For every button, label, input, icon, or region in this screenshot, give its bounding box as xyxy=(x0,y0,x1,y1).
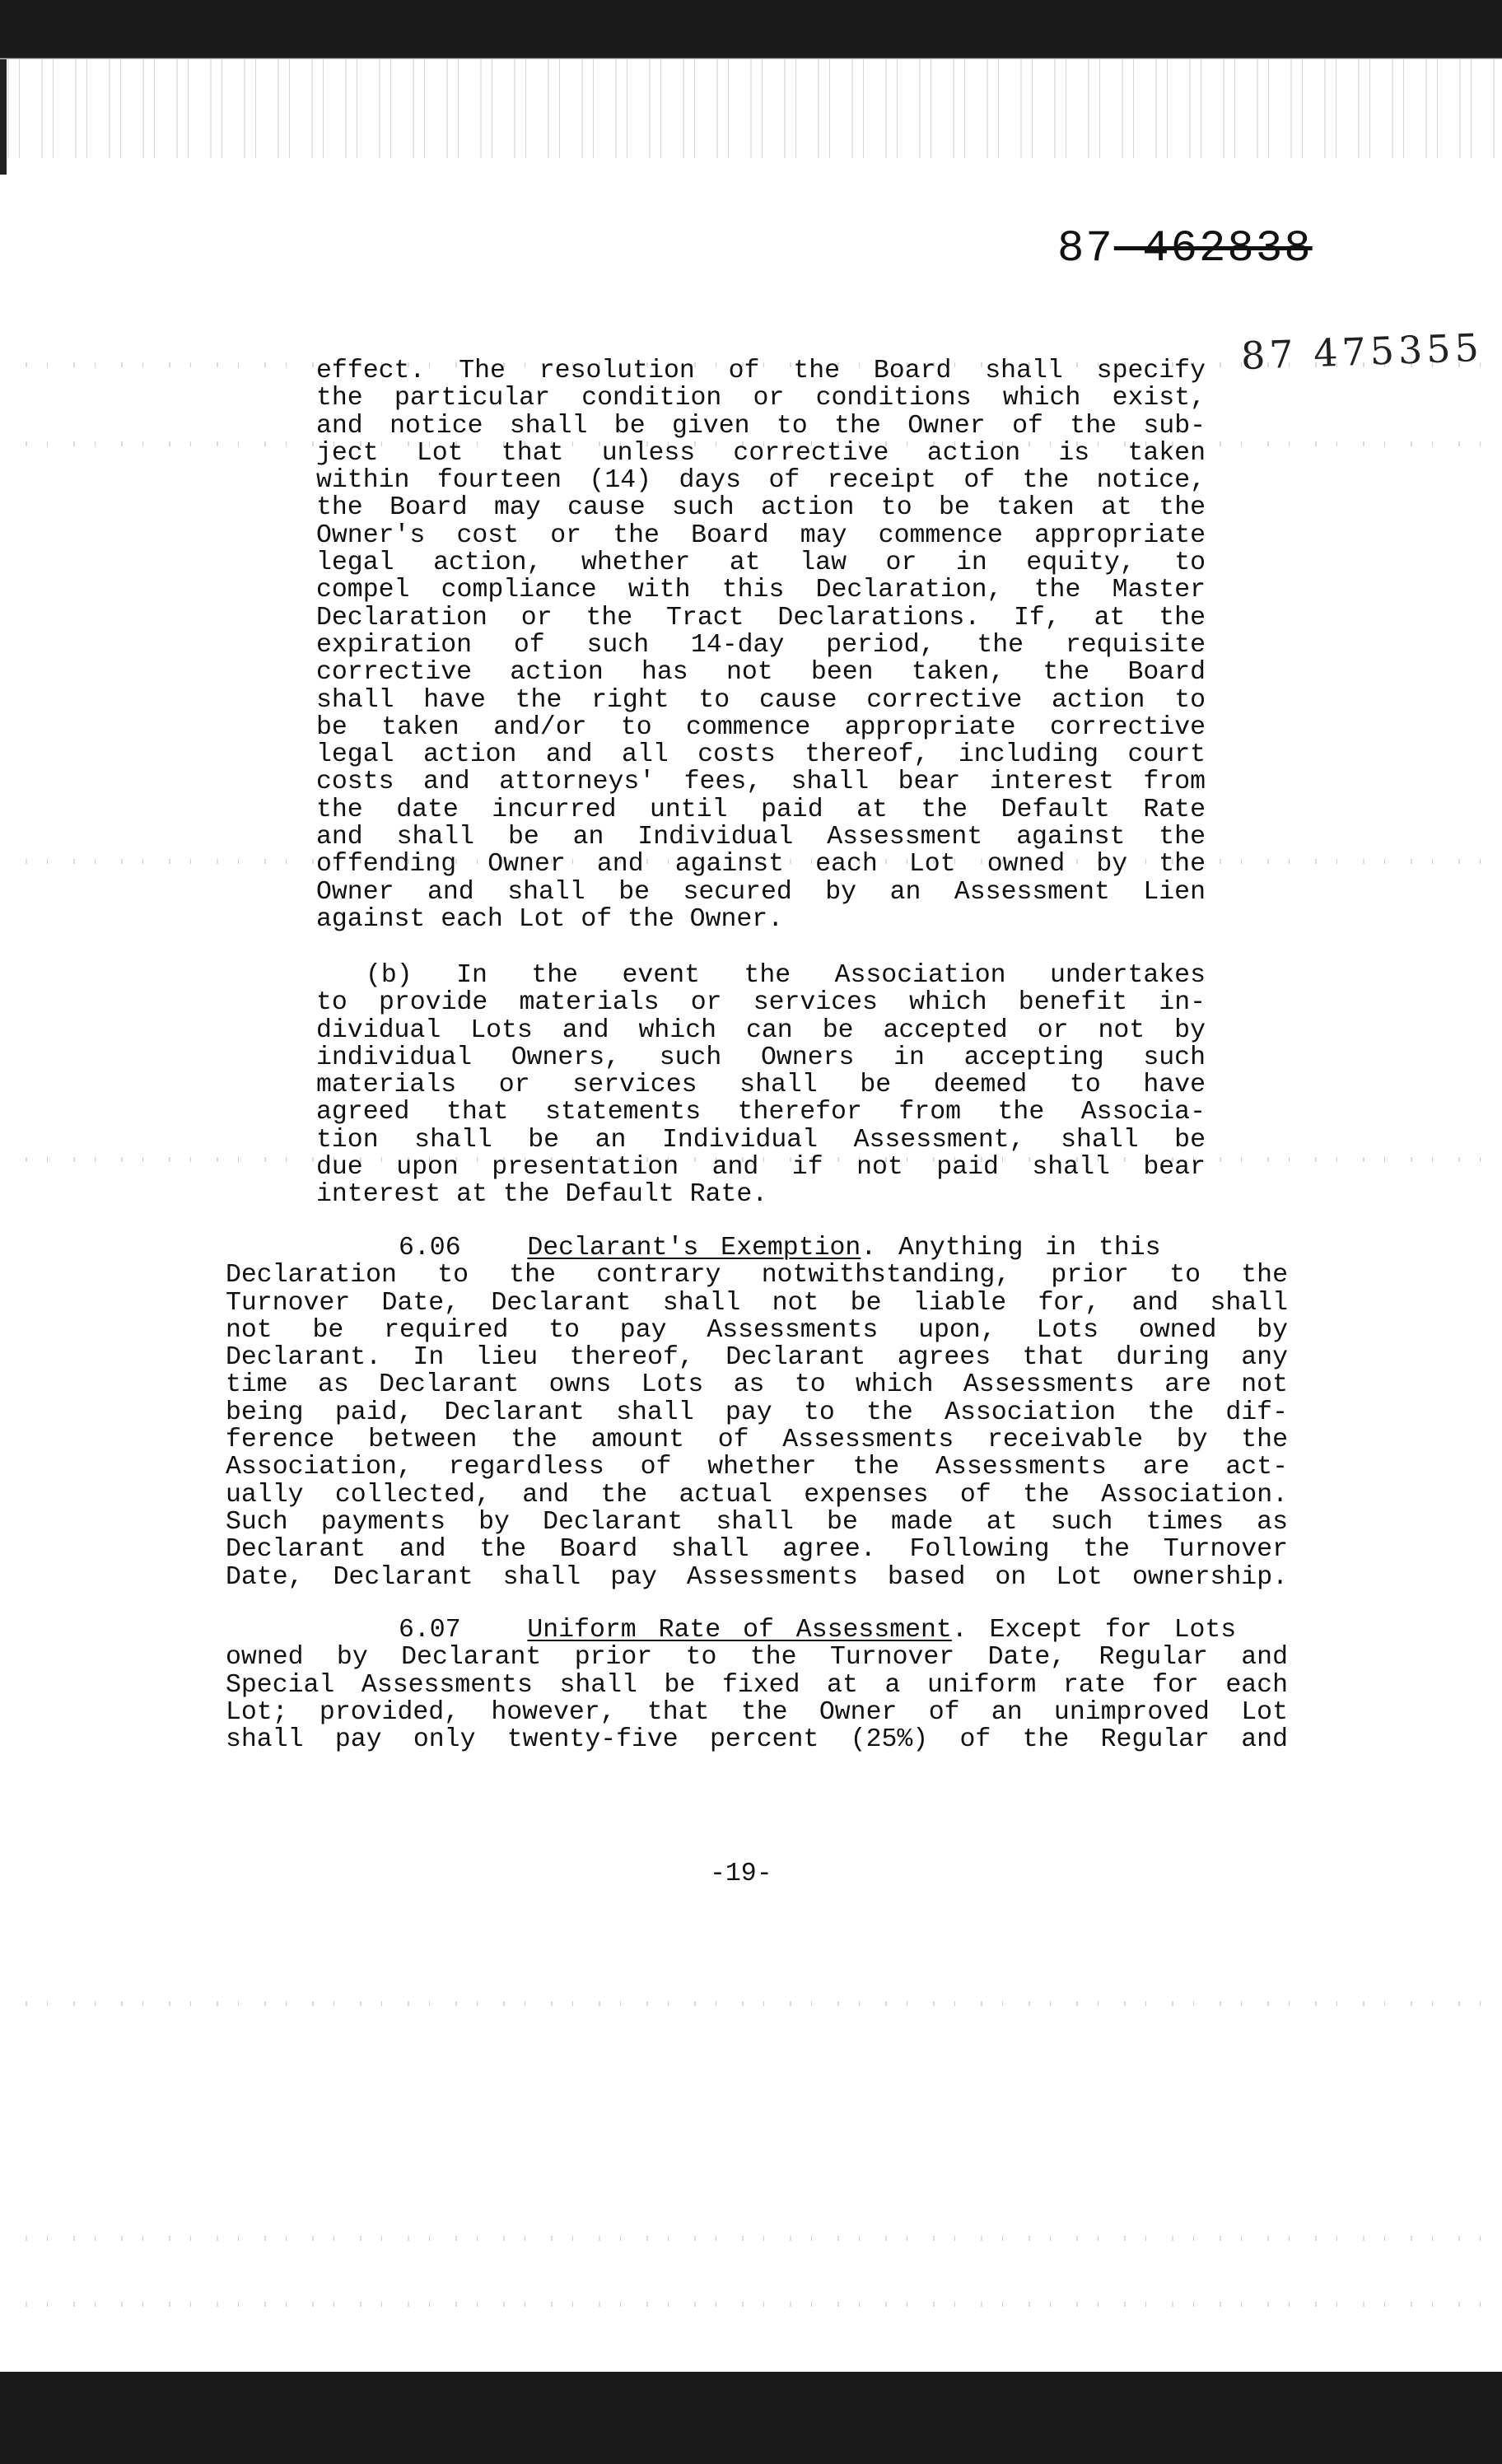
scan-noise-row xyxy=(0,2302,1502,2307)
text-line: offending Owner and against each Lot owned by the xyxy=(316,851,1206,879)
text-line: to provide materials or services which benefit in- xyxy=(316,989,1206,1017)
scan-noise-row xyxy=(0,2001,1502,2006)
text-line: the particular condition or conditions which exist, xyxy=(316,385,1206,413)
text-line: shall pay only twenty-five percent (25%) of the Regular and xyxy=(226,1726,1288,1754)
recording-stamp-number: 87 475355 xyxy=(1240,324,1484,379)
text-line: ject Lot that unless corrective action is taken xyxy=(316,439,1206,468)
text-line: and shall be an Individual Assessment against the xyxy=(316,824,1206,852)
text-line: Date, Declarant shall pay Assessments based on Lot ownership. xyxy=(226,1563,1288,1591)
text-line: Turnover Date, Declarant shall not be liable for, and shall xyxy=(226,1289,1288,1317)
text-line: compel compliance with this Declaration, the Master xyxy=(316,576,1206,604)
text-line: Owner's cost or the Board may commence appropriate xyxy=(316,521,1206,550)
effect-clause-paragraph xyxy=(316,357,1206,933)
text-line: Lot; provided, however, that the Owner of an unimproved Lot xyxy=(226,1698,1288,1727)
text-line: Owner and shall be secured by an Assessment Lien xyxy=(316,878,1206,906)
text-line: Declaration to the contrary notwithstanding, prior to the xyxy=(226,1262,1288,1290)
text-line: the date incurred until paid at the Default Rate xyxy=(316,796,1206,824)
scan-top-edge xyxy=(0,0,1502,165)
text-line: shall have the right to cause corrective action to xyxy=(316,686,1206,714)
text-line: legal action and all costs thereof, including court xyxy=(316,741,1206,769)
section-first-line-text: . Except for Lots xyxy=(951,1617,1237,1645)
text-line: dividual Lots and which can be accepted or not by xyxy=(316,1016,1206,1044)
page-number: -19- xyxy=(710,1860,772,1888)
section-heading: Declarant's Exemption xyxy=(527,1234,861,1262)
scan-left-margin-mark xyxy=(0,59,7,175)
text-line: agreed that statements therefor from the Associa- xyxy=(316,1099,1206,1127)
text-line: costs and attorneys' fees, shall bear interest from xyxy=(316,768,1206,796)
section-number: 6.06 xyxy=(399,1234,461,1262)
section-6-06-paragraph xyxy=(226,1234,1288,1591)
text-line: not be required to pay Assessments upon, Lots owned by xyxy=(226,1316,1288,1345)
text-line: individual Owners, such Owners in accepting such xyxy=(316,1043,1206,1072)
text-line: (b) In the event the Association undertakes xyxy=(366,962,1206,990)
text-line: ference between the amount of Assessments receivable by the xyxy=(226,1426,1288,1454)
text-line: being paid, Declarant shall pay to the Association the dif- xyxy=(226,1398,1288,1427)
text-line: Association, regardless of whether the Assessments are act- xyxy=(226,1454,1288,1482)
text-line: Declarant. In lieu thereof, Declarant agrees that during any xyxy=(226,1344,1288,1372)
text-line: Special Assessments shall be fixed at a uniform rate for each xyxy=(226,1671,1288,1699)
text-line: interest at the Default Rate. xyxy=(316,1181,768,1209)
text-line: corrective action has not been taken, the Board xyxy=(316,659,1206,687)
struck-document-number xyxy=(1057,224,1313,274)
section-first-line-text: . Anything in this xyxy=(861,1234,1161,1262)
text-line: Declarant and the Board shall agree. Following the Turnover xyxy=(226,1536,1288,1564)
text-line: expiration of such 14-day period, the requisite xyxy=(316,631,1206,660)
text-line: effect. The resolution of the Board shall specify xyxy=(316,357,1206,385)
text-line xyxy=(226,1617,1288,1644)
text-line: and notice shall be given to the Owner of the sub- xyxy=(316,412,1206,440)
text-line: owned by Declarant prior to the Turnover Date, Regular and xyxy=(226,1644,1288,1672)
text-line: materials or services shall be deemed to have xyxy=(316,1071,1206,1099)
text-line: legal action, whether at law or in equity, to xyxy=(316,549,1206,577)
text-line: ually collected, and the actual expenses of the Association. xyxy=(226,1481,1288,1509)
section-heading: Uniform Rate of Assessment xyxy=(527,1617,952,1645)
text-line: Declaration or the Tract Declarations. If, at the xyxy=(316,604,1206,632)
text-line: due upon presentation and if not paid shall bear xyxy=(316,1154,1206,1182)
text-line: be taken and/or to commence appropriate corrective xyxy=(316,713,1206,742)
text-line: the Board may cause such action to be taken at the xyxy=(316,494,1206,522)
text-line xyxy=(226,1234,1288,1262)
document-number-prefix: 87 xyxy=(1057,224,1114,274)
section-number: 6.07 xyxy=(399,1617,461,1645)
text-line: tion shall be an Individual Assessment, shall be xyxy=(316,1126,1206,1155)
text-line: within fourteen (14) days of receipt of the notice, xyxy=(316,467,1206,495)
scan-noise-row xyxy=(0,2236,1502,2241)
section-6-07-paragraph xyxy=(226,1617,1288,1753)
scan-bottom-edge xyxy=(0,2372,1502,2464)
text-line: time as Declarant owns Lots as to which Assessments are not xyxy=(226,1371,1288,1399)
document-number-crossed-out: -462838 xyxy=(1113,224,1313,274)
text-line: Such payments by Declarant shall be made at such times as xyxy=(226,1508,1288,1537)
text-line: against each Lot of the Owner. xyxy=(316,905,784,934)
subsection-b-paragraph xyxy=(316,962,1206,1209)
